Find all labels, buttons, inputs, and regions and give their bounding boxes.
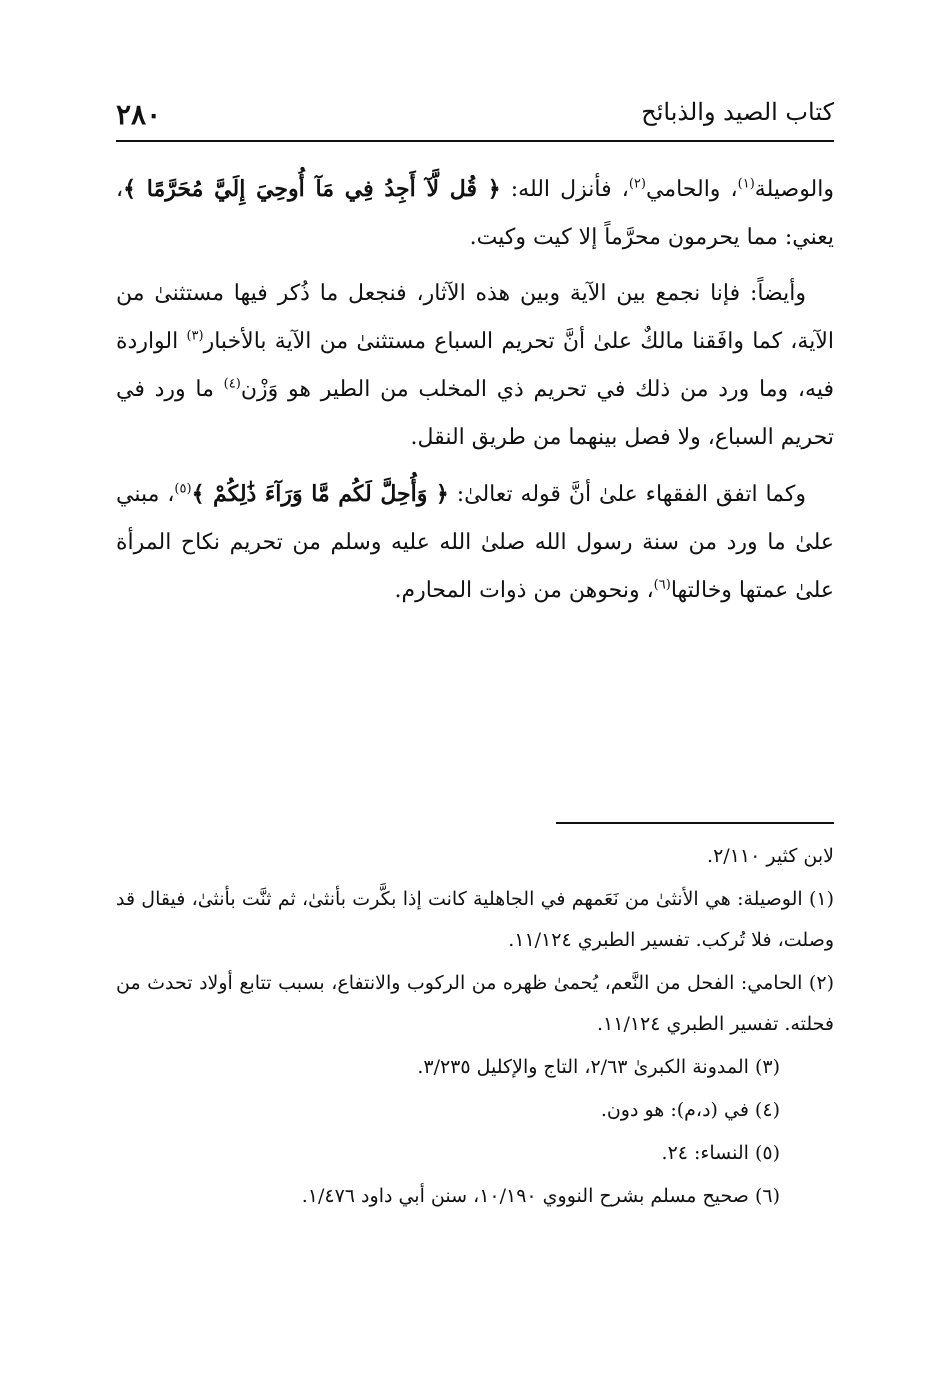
footnote-separator bbox=[556, 822, 834, 824]
text-run: والوصيلة bbox=[754, 177, 834, 202]
footnote-4: (٤) في (د،م): هو دون. bbox=[600, 1099, 780, 1121]
text-run: ، فأنزل الله: bbox=[500, 177, 629, 202]
footnote-6: (٦) صحيح مسلم بشرح النووي ١٠/١٩٠، سنن أبي داود ١/٤٧٦. bbox=[301, 1185, 780, 1207]
footnote-ref-6[interactable]: (٦) bbox=[653, 577, 671, 593]
footnote-continuation: لابن كثير ٢/١١٠. bbox=[707, 845, 834, 867]
paragraph-2 bbox=[116, 270, 834, 462]
text-run: ، ونحوهن من ذوات المحارم. bbox=[394, 578, 654, 603]
paragraph-1 bbox=[116, 165, 834, 262]
footnote-ref-4[interactable]: (٤) bbox=[223, 376, 241, 392]
text-run: الواردة فيه، وما ورد من ذلك في تحريم ذي المخلب من الطير هو وَزْن bbox=[116, 329, 834, 402]
paragraph-3 bbox=[116, 470, 834, 615]
footnote-2: (٢) الحامي: الفحل من النَّعم، يُحمىٰ ظهره من الركوب والانتفاع، بسبب تتابع أولاد تحدث من فحلته. تفسير الطبري ١١/١٢٤. bbox=[116, 972, 834, 1035]
main-text bbox=[116, 165, 834, 623]
running-header bbox=[116, 96, 834, 142]
text-run: وكما اتفق الفقهاء علىٰ أنَّ قوله تعالىٰ: bbox=[448, 482, 806, 507]
footnote-ref-5[interactable]: (٥) bbox=[174, 481, 192, 497]
text-run: ، والحامي bbox=[645, 177, 738, 202]
footnote-1: (١) الوصيلة: هي الأنثىٰ من نَعَمهم في الجاهلية كانت إذا بكَّرت بأنثىٰ، ثم ثنَّت بأنثىٰ، فيقال قد وصلت، فلا تُركب. تفسير الطبري ١١/١٢٤. bbox=[116, 888, 834, 951]
text-run: ما ورد في تحريم السباع، ولا فصل بينهما من طريق النقل. bbox=[116, 377, 834, 450]
page-number: ٢٨٠ bbox=[116, 98, 162, 131]
footnote-ref-2[interactable]: (٢) bbox=[628, 176, 646, 192]
footnote-ref-1[interactable]: (١) bbox=[737, 176, 755, 192]
quran-verse: ﴿ وَأُحِلَّ لَكُم مَّا وَرَآءَ ذَٰلِكُمْ ﴾ bbox=[191, 481, 449, 507]
quran-verse: ﴿ قُل لَّآ أَجِدُ فِي مَآ أُوحِيَ إِلَيَّ مُحَرَّمًا ﴾ bbox=[123, 176, 501, 202]
text-run: ، يعني: مما يحرمون محرَّماً إلا كيت وكيت. bbox=[116, 177, 834, 250]
footnotes bbox=[116, 836, 834, 1219]
footnote-ref-3[interactable]: (٣) bbox=[186, 328, 204, 344]
text-run: وأيضاً: فإنا نجمع بين الآية وبين هذه الآثار، فنجعل ما ذُكر فيها مستثنىٰ من الآية، كما وافَقنا مالكٌ علىٰ أنَّ تحريم السباع مستثنىٰ من الآية بالأخبار bbox=[116, 281, 834, 354]
text-run: ، مبني علىٰ ما ورد من سنة رسول الله صلىٰ الله عليه وسلم من تحريم نكاح المرأة علىٰ عمتها وخالتها bbox=[116, 482, 834, 603]
footnote-3: (٣) المدونة الكبرىٰ ٢/٦٣، التاج والإكليل ٣/٢٣٥. bbox=[417, 1056, 780, 1078]
footnote-5: (٥) النساء: ٢٤. bbox=[661, 1142, 780, 1164]
chapter-title: كتاب الصيد والذبائح bbox=[641, 98, 834, 126]
